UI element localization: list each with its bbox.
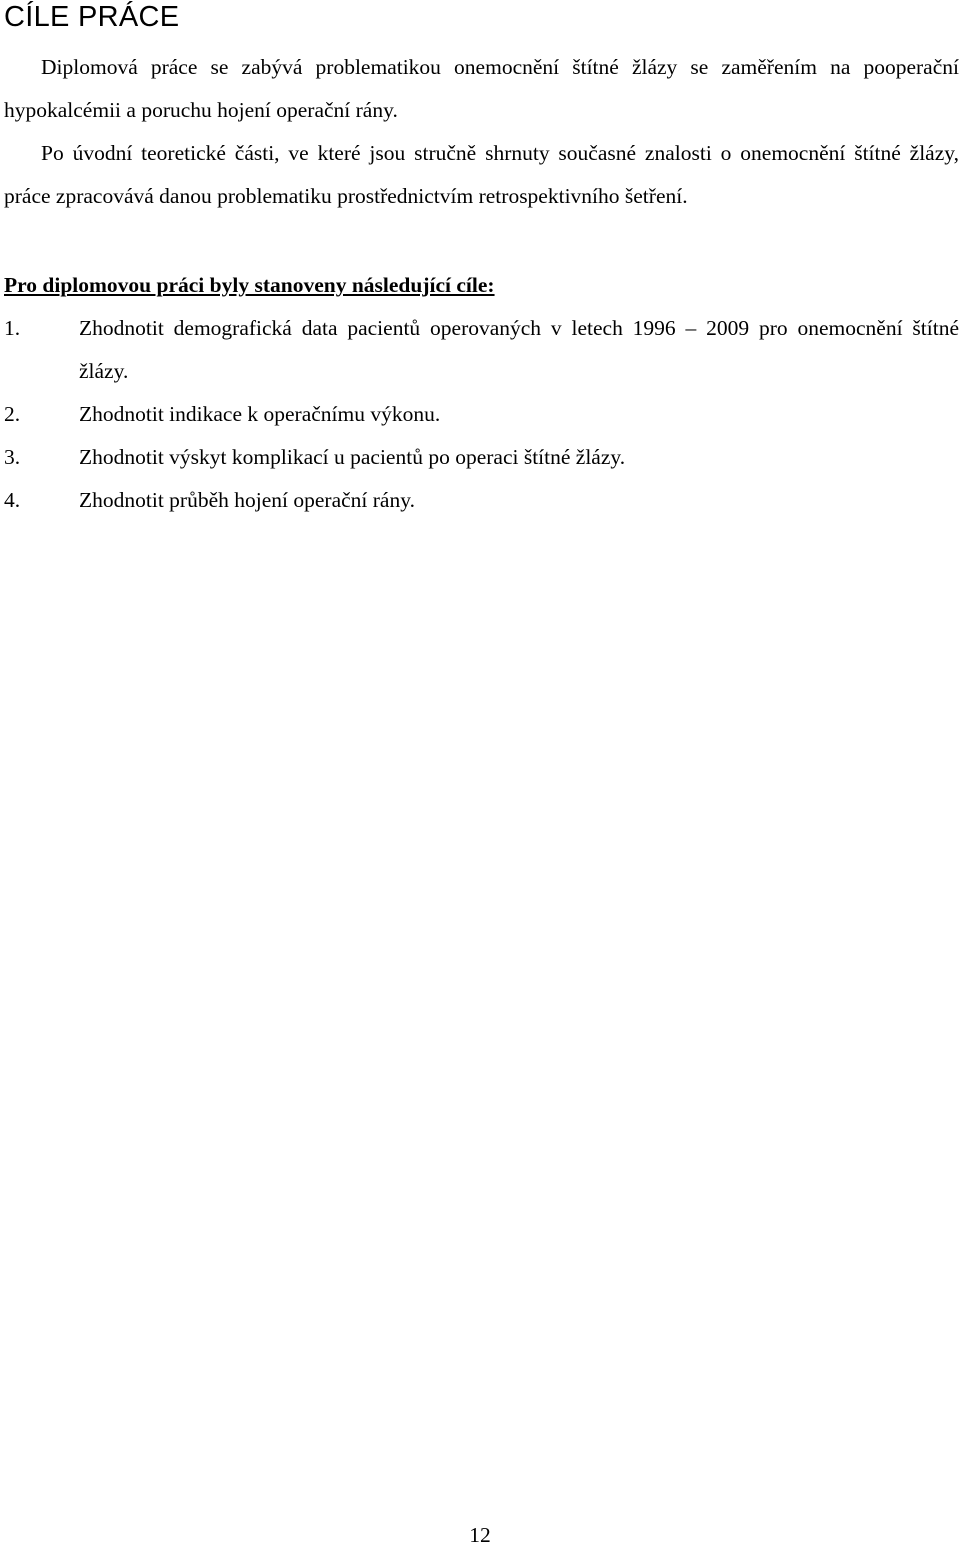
goal-text: Zhodnotit průběh hojení operační rány. (79, 488, 415, 512)
goal-number: 4. (4, 488, 21, 512)
goals-list (4, 307, 959, 522)
goal-text: Zhodnotit výskyt komplikací u pacientů po operaci štítné žlázy. (79, 445, 626, 469)
goal-text: Zhodnotit demografická data pacientů operovaných v letech 1996 – 2009 pro onemocnění štítné žlázy. (79, 316, 959, 383)
goal-item (4, 393, 959, 436)
page-title: CÍLE PRÁCE (4, 1, 180, 33)
goal-item (4, 479, 959, 522)
goal-item (4, 307, 959, 393)
goal-item (4, 436, 959, 479)
goal-number: 3. (4, 445, 21, 469)
page-number: 12 (469, 1523, 491, 1547)
goal-number: 2. (4, 402, 21, 426)
intro-paragraph: Diplomová práce se zabývá problematikou onemocnění štítné žlázy se zaměřením na pooperační hypokalcémii a poruchu hojení operační rány. (4, 55, 959, 122)
goal-number: 1. (4, 316, 21, 340)
method-paragraph: Po úvodní teoretické části, ve které jsou stručně shrnuty současné znalosti o onemocnění štítné žlázy, práce zpracovává danou problematiku prostřednictvím retrospektivního šetření. (4, 141, 959, 208)
goals-heading: Pro diplomovou práci byly stanoveny následující cíle: (4, 273, 495, 297)
goal-text: Zhodnotit indikace k operačnímu výkonu. (79, 402, 441, 426)
